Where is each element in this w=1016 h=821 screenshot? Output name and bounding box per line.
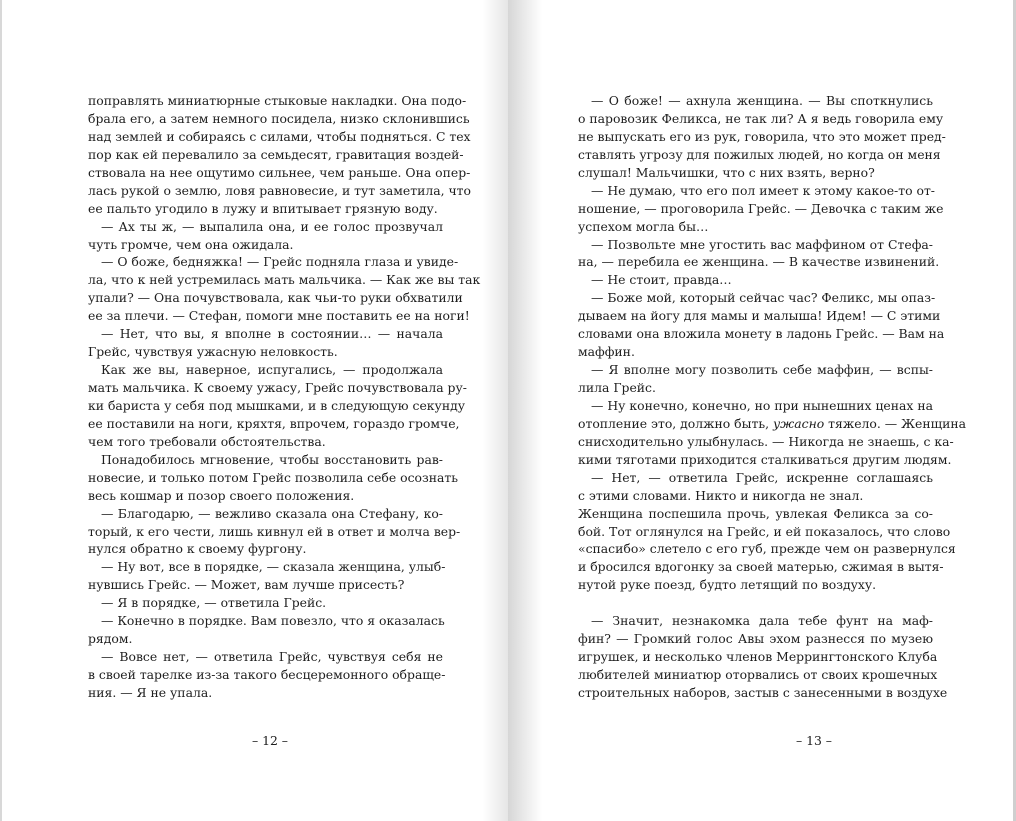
right-page-number: – 13 –	[795, 733, 833, 748]
text-line: отопление это, должно быть, ужасно тяжело. — Женщина	[578, 415, 967, 431]
text-line: — Не думаю, что его пол имеет к этому какое-то от-	[591, 182, 935, 198]
text-line: — Нет, что вы, я вполне в состоянии… — начала	[101, 326, 443, 342]
text-line: брала его, а затем немного посидела, низко склонившись	[88, 110, 470, 126]
text-line: строительных наборов, застыв с занесенными в воздухе	[578, 684, 948, 700]
left-page-number: – 12 –	[251, 733, 289, 748]
text-line: и бросился вдогонку за своей матерью, сжимая в вытя-	[578, 559, 944, 575]
text-line: любителей миниатюр оторвались от своих крошечных	[578, 667, 938, 682]
text-line: лась рукой о землю, ловя равновесие, и тут заметила, что	[88, 182, 471, 198]
text-line: словами она вложила монету в ладонь Грейс. — Вам на	[578, 326, 945, 342]
right-gutter-shadow	[508, 0, 542, 821]
text-line: над землей и собираясь с силами, чтобы подняться. С тех	[88, 128, 471, 144]
text-line: Понадобилось мгновение, чтобы восстановить рав-	[101, 451, 443, 467]
text-line: Грейс, чувствуя ужасную неловкость.	[88, 344, 338, 360]
text-line: Женщина поспешила прочь, увлекая Феликса за со-	[578, 505, 933, 521]
text-line: ее за плечи. — Стефан, помоги мне поставить ее на ноги!	[88, 308, 470, 324]
text-line: слушал! Мальчишки, что с них взять, верно?	[578, 164, 875, 180]
left-gutter-shadow	[482, 0, 508, 821]
text-line: новесие, и только потом Грейс позволила себе осознать	[88, 469, 459, 485]
text-line: лила Грейс.	[578, 380, 656, 395]
text-line: в своей тарелке из-за такого бесцеремонного обраще-	[88, 667, 446, 682]
text-line: — Я в порядке, — ответила Грейс.	[101, 595, 327, 611]
text-line: «спасибо» слетело с его губ, прежде чем он развернулся	[578, 541, 956, 557]
text-line: игрушек, и несколько членов Меррингтонского Клуба	[578, 649, 938, 665]
text-line: упали? — Она почувствовала, как чьи-то руки обхватили	[88, 290, 463, 306]
text-line: — Позвольте мне угостить вас маффином от Стефа-	[591, 236, 933, 252]
text-line: нувшись Грейс. — Может, вам лучше присесть?	[88, 577, 405, 593]
text-line: — Боже мой, который сейчас час? Феликс, мы опаз-	[591, 290, 936, 306]
text-line: не выпускать его из рук, говорила, что это может пред-	[578, 128, 946, 144]
text-line: с этими словами. Никто и никогда не знал.	[578, 487, 864, 503]
text-line: фин? — Громкий голос Авы эхом разнесся по музею	[578, 631, 933, 647]
text-line: кими тяготами приходится сталкиваться другим людям.	[578, 451, 952, 467]
text-line: нулся обратно к своему фургону.	[88, 541, 307, 557]
text-line: бой. Тот оглянулся на Грейс, и ей показалось, что слово	[578, 523, 951, 539]
text-line: чем того требовали обстоятельства.	[88, 433, 326, 449]
text-line: — Я вполне могу позволить себе маффин, — вспы-	[591, 362, 933, 378]
right-page-text	[578, 92, 967, 702]
text-line: маффин.	[578, 344, 635, 360]
text-line: — Ну конечно, конечно, но при нынешних ценах на	[591, 397, 933, 413]
text-line: снисходительно улыбнулась. — Никогда не знаешь, с ка-	[578, 433, 954, 449]
text-line: о паровозик Феликса, не так ли? А я ведь говорила ему	[578, 110, 944, 126]
text-line: — Вовсе нет, — ответила Грейс, чувствуя себя не	[101, 649, 443, 665]
text-line: чуть громче, чем она ожидала.	[88, 236, 294, 252]
left-page-text	[88, 92, 481, 702]
text-line: — О боже, бедняжка! — Грейс подняла глаза и увиде-	[101, 254, 459, 270]
text-line: рядом.	[88, 631, 133, 647]
text-line: ставлять угрозу для пожилых людей, но когда он меня	[578, 146, 941, 162]
text-line: мать мальчика. К своему ужасу, Грейс почувствовала ру-	[88, 380, 467, 395]
text-line: ношение, — проговорила Грейс. — Девочка с таким же	[578, 200, 944, 216]
text-line: — Значит, незнакомка дала тебе фунт на маф-	[591, 613, 933, 629]
text-line: ее пальто угодило в лужу и впитывает грязную воду.	[88, 200, 438, 216]
text-line: ки бариста у себя под мышками, и в следующую секунду	[88, 397, 466, 413]
text-line: — Нет, — ответила Грейс, искренне соглашаясь	[591, 469, 933, 485]
paragraph-break	[578, 594, 933, 612]
left-page-edge	[0, 0, 2, 821]
text-line: — Ну вот, все в порядке, — сказала женщина, улыб-	[101, 559, 446, 575]
text-line: нутой руке поезд, будто летящий по воздуху.	[578, 577, 877, 593]
text-line: ее поставили на ноги, кряхтя, впрочем, гораздо громче,	[88, 415, 460, 431]
text-line: — Конечно в порядке. Вам повезло, что я оказалась	[101, 613, 445, 629]
text-line: ствовала на нее ощутимо сильнее, чем раньше. Она опер-	[88, 164, 471, 180]
text-line: ла, что к ней устремилась мать мальчика. — Как же вы так	[88, 272, 481, 288]
right-page	[508, 0, 1016, 821]
text-line: торый, к его чести, лишь кивнул ей в ответ и молча вер-	[88, 523, 461, 539]
text-line: пор как ей перевалило за семьдесят, гравитация воздей-	[88, 146, 464, 162]
text-line: — О боже! — ахнула женщина. — Вы споткнулись	[591, 93, 933, 108]
text-line: поправлять миниатюрные стыковые накладки. Она подо-	[88, 93, 467, 108]
text-line: на, — перебила ее женщина. — В качестве извинений.	[578, 254, 940, 270]
text-line: — Благодарю, — вежливо сказала она Стефану, ко-	[101, 505, 443, 521]
text-line: — Не стоит, правда…	[591, 272, 732, 288]
text-line: дываем на йогу для мамы и малыша! Идем! — С этими	[578, 308, 941, 324]
text-line: Как же вы, наверное, испугались, — продолжала	[101, 362, 443, 378]
emphasis: ужасно	[772, 415, 825, 431]
text-line: весь кошмар и позор своего положения.	[88, 487, 355, 503]
text-line: ния. — Я не упала.	[88, 684, 213, 700]
text-line: успехом могла бы…	[578, 218, 709, 234]
text-line: — Ах ты ж, — выпалила она, и ее голос прозвучал	[101, 218, 443, 234]
